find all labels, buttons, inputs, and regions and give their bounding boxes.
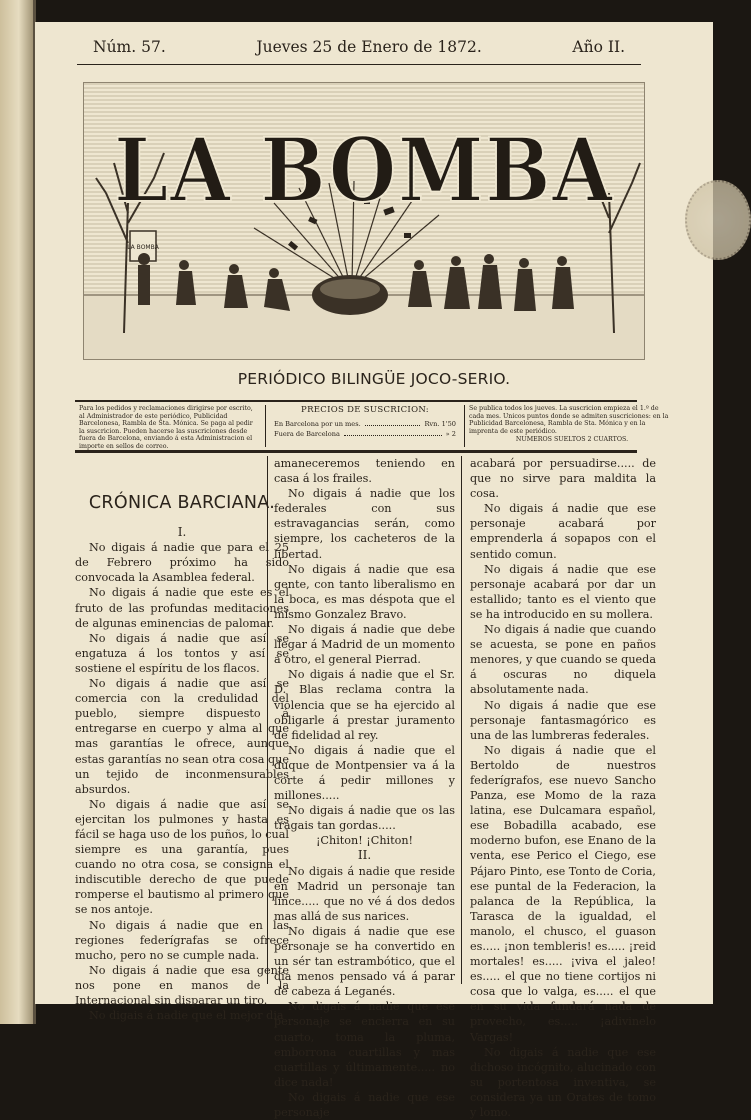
book-spine: [0, 0, 34, 1024]
prices-title: PRECIOS DE SUSCRICION:: [301, 405, 429, 415]
price-unit: Rvn.: [424, 419, 440, 428]
price-row: [266, 419, 464, 429]
issue-header: [93, 38, 625, 62]
paragraph: amaneceremos teniendo en casa á los frailes.: [274, 457, 455, 486]
paragraph: No digais á nadie que así se ejercitan los pulmones y hasta es fácil se haga uso de los puños, lo cual siempre es una garantía, pues cuando no otra cosa, se consigna el indiscutible derecho de que puede romperse el bautismo al primero que se nos antoje.: [75, 797, 289, 917]
paragraph: No digais á nadie que el Sr. D. Blas reclama contra la violencia que se ha ejercido al obligarle á prestar juramento de fidelidad al rey.: [274, 668, 455, 742]
paragraph: No digais á nadie que así se engatuza á los tontos y así se sostiene el espíritu de los flacos.: [75, 631, 289, 675]
column-1: [75, 456, 297, 1023]
paragraph: No digais á nadie que esa gente, con tanto liberalismo en la boca, es mas déspota que el mismo Gonzalez Bravo.: [274, 562, 455, 621]
paragraph: No digais á nadie que el mejor dia: [89, 1009, 284, 1023]
explosion-scene: [84, 83, 644, 359]
paragraph: No digais á nadie que en las regiones federígrafas se ofrece mucho, pero no se cumple nada.: [75, 918, 289, 962]
columns-rule: [75, 452, 637, 453]
sign-text: LA BOMBA: [127, 244, 159, 251]
chiton-line: ¡Chiton! ¡Chiton!: [315, 834, 414, 848]
paragraph: No digais á nadie que así se comercia con la credulidad del pueblo, siempre dispuesto á entregarse en cuerpo y alma al que mas garantías le ofrece, aunque estas garantías no sean otra cosa que un tejido de inconmensurables absurdos.: [75, 677, 289, 796]
article-title: CRÓNICA BARCIANA.: [88, 493, 276, 513]
paragraph: No digais á nadie que ese dichoso incógnito, alucinado con su portentosa inventiva, se considera ya un Orates de tomo y lomo.: [470, 1045, 656, 1120]
library-stamp: [685, 180, 751, 260]
single-copy-price: NUMEROS SUELTOS 2 CUARTOS.: [515, 436, 629, 444]
paragraph: No digais á nadie que el Bertoldo de nuestros federígrafos, ese nuevo Sancho Panza, ese Momo de la raza latina, ese Dulcamara español, ese Bobadilla acabado, ese moderno bufon, ese Enano de la venta, ese Perico el Ciego, ese Pájaro Pinto, ese Tonto de Coria, ese puntal de la Federacion, la palanca de la República, la Tarasca de la igualdad, el manolo, el chusco, el guason es..... ¡non tembleris! es..... ¡reid mortales! es..... ¡viva el jaleo! es..... el que no tiene cortijos ni cosa que lo valga, es..... el que en su vida fundará nada de provecho, es..... ¡adivinelo Vargas!: [470, 743, 656, 1044]
masthead-illustration: [83, 82, 645, 360]
section-number: I.: [177, 525, 187, 540]
paragraph: No digais á nadie que ese personaje acabará por dar un estallido; tanto es el viento que se ha introducido en su mollera.: [470, 562, 656, 621]
tagline: PERIÓDICO BILINGÜE JOCO-SERIO.: [237, 370, 511, 388]
publication-text: Se publica todos los jueves. La suscricion empieza el 1.º de cada mes. Unicos puntos donde se admiten suscriciones: en la Publicidad Barcelonesa, Rambla de Sta. Mónica y en la imprenta de este periódico.: [469, 405, 669, 435]
section-number: II.: [357, 848, 372, 863]
price-value: 1'50: [441, 419, 456, 428]
paragraph: No digais á nadie que cuando se acuesta, se pone en paños menores, y que cuando se queda á oscuras no diquela absolutamente nada.: [470, 623, 656, 697]
paragraph: No digais á nadie que este es el fruto de las profundas meditaciones de algunas eminencias de palomar.: [75, 586, 289, 630]
header-rule: [77, 64, 641, 65]
column-3: [462, 456, 656, 1120]
prices-block: [265, 405, 465, 447]
price-unit: »: [445, 429, 450, 438]
issue-year: Año II.: [572, 38, 625, 56]
paragraph: No digais á nadie que reside en Madrid un personaje tan lince..... que no vé á dos dedos mas allá de sus narices.: [274, 864, 455, 923]
paragraph: No digais á nadie que ese personaje: [274, 1090, 455, 1120]
price-row: [266, 429, 464, 439]
masthead-title: LA BOMBA: [114, 118, 614, 222]
issue-date: Jueves 25 de Enero de 1872.: [256, 38, 482, 56]
paragraph: No digais á nadie que ese personaje se encierra en su cuarto, toma la pluma, emborrona cuartillas y mas cuartillas y últimamente..... no dice nada!: [274, 1000, 455, 1089]
column-2: [267, 456, 462, 1120]
paragraph: No digais á nadie que os las tragais tan gordas.....: [274, 804, 455, 833]
newspaper-page: [35, 22, 713, 1120]
paragraph: No digais á nadie que ese personaje fantasmagórico es una de las lumbreras federales.: [470, 698, 656, 742]
paragraph: No digais á nadie que debe llegar á Madrid de un momento á otro, el general Pierrad.: [274, 623, 455, 667]
paragraph: No digais á nadie que para el 25 de Febrero próximo ha sido convocada la Asamblea federal.: [75, 541, 289, 585]
orders-notice: Para los pedidos y reclamaciones dirigirse por escrito, al Administrador de este periódico, Publicidad Barcelonesa, Rambla de Sta. Mónica. Se paga al pedir la suscricion. Pueden hacerse las suscriciones desde fuera de Barcelona, enviando á esta Administracion el importe en sellos de correo.: [79, 405, 253, 450]
paragraph: acabará por persuadirse..... de que no sirve para maldita la cosa.: [470, 457, 656, 501]
price-label: En Barcelona por un mes.: [274, 419, 361, 428]
paragraph: No digais á nadie que el duque de Montpensier va á la corte á pedir millones y millones.....: [274, 743, 455, 803]
subscription-box: [75, 400, 669, 452]
paragraph: No digais á nadie que ese personaje acabará por emprenderla á sopapos con el sentido comun.: [470, 502, 656, 561]
paragraph: No digais á nadie que ese personaje se ha convertido en un sér tan estrambótico, que el dia menos pensado vá á parar de cabeza á Leganés.: [274, 924, 455, 999]
price-label: Fuera de Barcelona: [274, 429, 340, 438]
paragraph: No digais á nadie que esa gente nos pone en manos de la Internacional sin disparar un tiro.: [75, 963, 289, 1007]
publication-notice: [469, 405, 675, 444]
paragraph: No digais á nadie que los federales con sus estravagancias serán, como siempre, los cacheteros de la libertad.: [274, 487, 455, 561]
price-value: 2: [451, 429, 456, 438]
issue-number: Núm. 57.: [93, 38, 166, 56]
